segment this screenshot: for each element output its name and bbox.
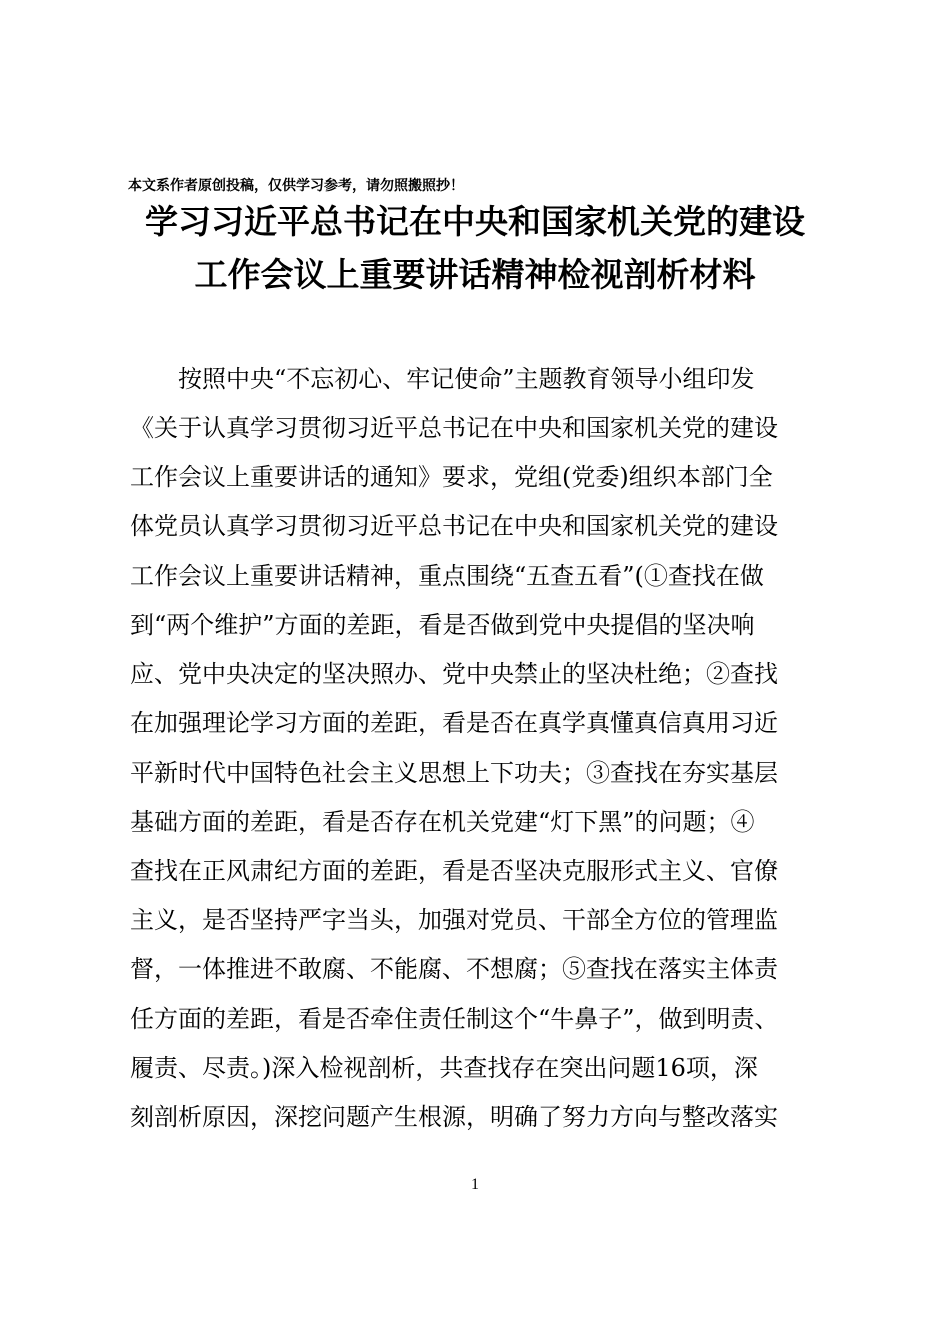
body-line: 工作会议上重要讲话的通知》要求，党组(党委)组织本部门全	[130, 463, 773, 491]
body-line: 刻剖析原因，深挖问题产生根源，明确了努力方向与整改落实	[130, 1103, 778, 1131]
body-line: 主义，是否坚持严字当头，加强对党员、干部全方位的管理监	[130, 906, 778, 934]
body-line: 基础方面的差距，看是否存在机关党建“灯下黑”的问题；④	[130, 808, 755, 836]
body-line: 平新时代中国特色社会主义思想上下功夫；③查找在夯实基层	[130, 759, 778, 787]
body-line: 按照中央“不忘初心、牢记使命”主题教育领导小组印发	[178, 365, 755, 393]
body-line: 履责、尽责。)深入检视剖析，共查找存在突出问题16项，深	[130, 1054, 758, 1082]
body-line: 应、党中央决定的坚决照办、党中央禁止的坚决杜绝；②查找	[130, 660, 778, 688]
body-line: 到“两个维护”方面的差距，看是否做到党中央提倡的坚决响	[130, 611, 755, 639]
page-number: 1	[471, 1176, 479, 1193]
document-title-line-1: 学习习近平总书记在中央和国家机关党的建设	[145, 202, 805, 241]
body-line: 工作会议上重要讲话精神，重点围绕“五查五看”(①查找在做	[130, 562, 764, 590]
body-line: 《关于认真学习贯彻习近平总书记在中央和国家机关党的建设	[130, 414, 778, 442]
copyright-notice: 本文系作者原创投稿，仅供学习参考，请勿照搬照抄！	[128, 178, 464, 194]
body-line: 查找在正风肃纪方面的差距，看是否坚决克服形式主义、官僚	[130, 857, 778, 885]
body-line: 在加强理论学习方面的差距，看是否在真学真懂真信真用习近	[130, 709, 778, 737]
body-line: 任方面的差距，看是否牵住责任制这个“牛鼻子”，做到明责、	[130, 1005, 779, 1033]
body-line: 督，一体推进不敢腐、不能腐、不想腐；⑤查找在落实主体责	[130, 955, 778, 983]
document-title-line-2: 工作会议上重要讲话精神检视剖析材料	[194, 255, 756, 294]
body-line: 体党员认真学习贯彻习近平总书记在中央和国家机关党的建设	[130, 512, 778, 540]
